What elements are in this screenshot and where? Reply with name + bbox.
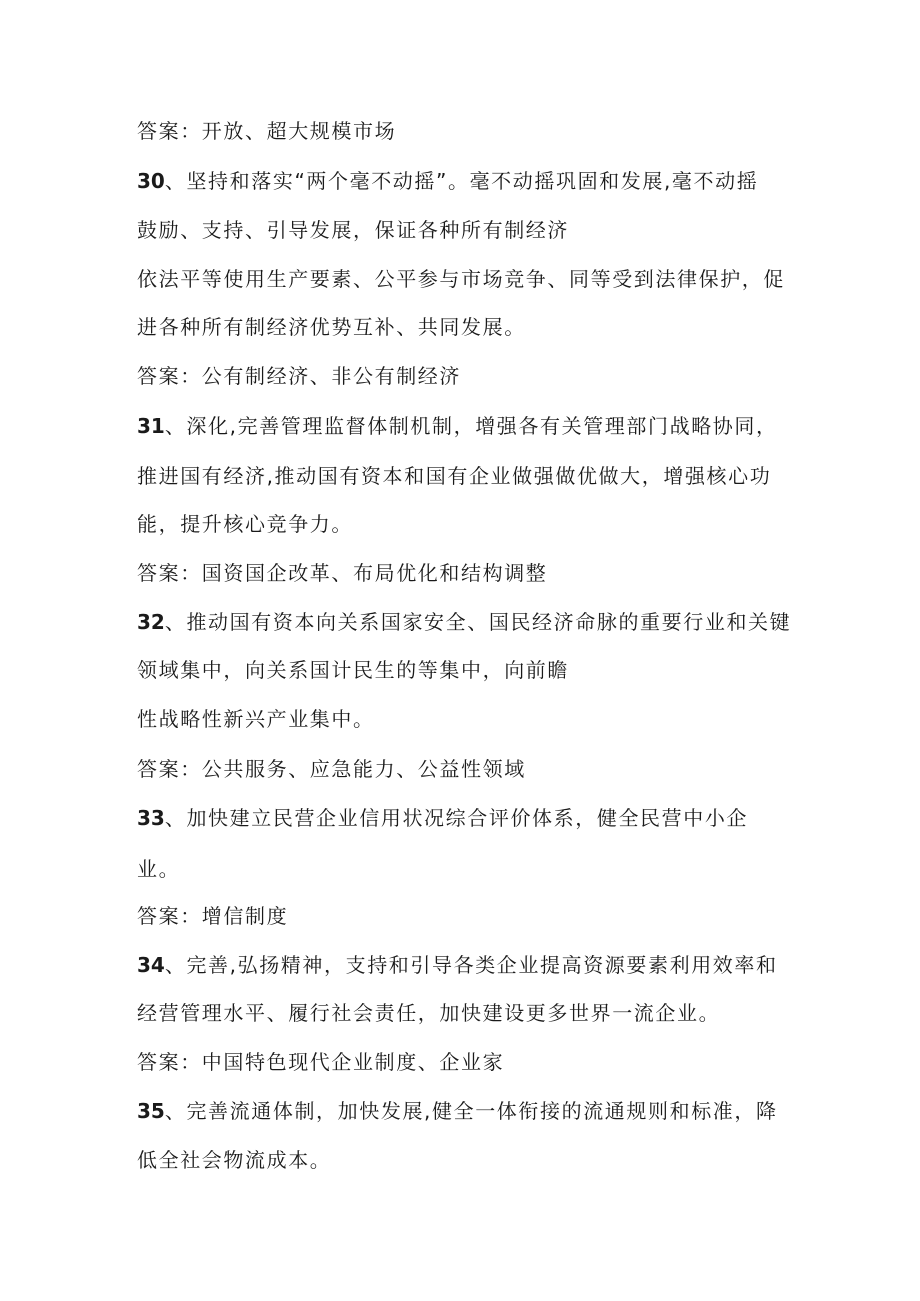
question-line: 进各种所有制经济优势互补、共同发展。 xyxy=(137,315,526,339)
question-line: 业。 xyxy=(137,857,181,881)
answer-line: 答案：公有制经济、非公有制经济 xyxy=(137,364,461,388)
answer-line: 答案：增信制度 xyxy=(137,904,289,928)
question-line: 鼓励、支持、引导发展，保证各种所有制经济 xyxy=(137,218,569,242)
question-line: 经营管理水平、履行社会责任，加快建设更多世界一流企业。 xyxy=(137,1001,721,1025)
question-line: 能，提升核心竞争力。 xyxy=(137,512,353,536)
question-line: 34、完善,弘扬精神，支持和引导各类企业提高资源要素利用效率和 xyxy=(137,953,778,977)
answer-line: 答案：国资国企改革、布局优化和结构调整 xyxy=(137,561,548,585)
question-line: 领域集中，向关系国计民生的等集中，向前瞻 xyxy=(137,658,569,682)
question-line: 32、推动国有资本向关系国家安全、国民经济命脉的重要行业和关键 xyxy=(137,610,792,634)
question-line: 30、坚持和落实“两个毫不动摇”。毫不动摇巩固和发展,毫不动摇 xyxy=(137,169,759,193)
answer-line: 答案：公共服务、应急能力、公益性领域 xyxy=(137,757,526,781)
question-line: 依法平等使用生产要素、公平参与市场竞争、同等受到法律保护，促 xyxy=(137,267,785,291)
answer-line: 答案：中国特色现代企业制度、企业家 xyxy=(137,1050,505,1074)
question-line: 低全社会物流成本。 xyxy=(137,1148,332,1172)
question-line: 推进国有经济,推动国有资本和国有企业做强做优做大，增强核心功 xyxy=(137,464,772,488)
question-line: 31、深化,完善管理监督体制机制，增强各有关管理部门战略协同， xyxy=(137,414,778,438)
question-line: 35、完善流通体制，加快发展,健全一体衔接的流通规则和标准，降 xyxy=(137,1099,778,1123)
question-line: 33、加快建立民营企业信用状况综合评价体系，健全民营中小企 xyxy=(137,806,749,830)
question-line: 性战略性新兴产业集中。 xyxy=(137,707,375,731)
answer-line: 答案：开放、超大规模市场 xyxy=(137,119,397,143)
